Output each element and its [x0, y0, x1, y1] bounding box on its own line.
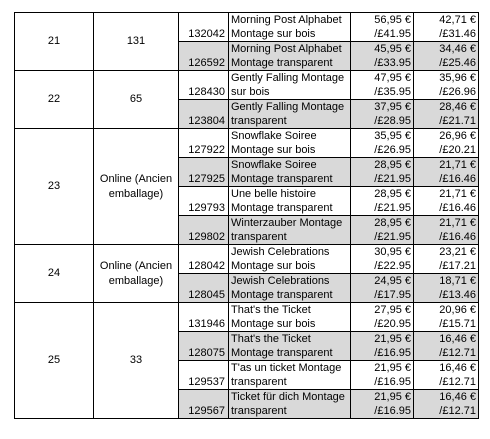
price-pound: /£20.95: [374, 318, 411, 330]
price-euro: 20,96 €: [439, 304, 476, 316]
discount-price-cell: [414, 129, 479, 158]
price-euro: 34,46 €: [439, 43, 476, 55]
price-cell: [351, 13, 414, 42]
price-euro: 16,46 €: [439, 333, 476, 345]
product-name-cell: That's the Ticket Montage transparent: [229, 332, 351, 361]
price-pound: /£17.21: [439, 260, 476, 272]
price-pound: /£25.46: [439, 57, 476, 69]
discount-price-cell: [414, 100, 479, 129]
product-name-cell: Morning Post Alphabet Montage transparent: [229, 42, 351, 71]
price-euro: 37,95 €: [374, 101, 411, 113]
price-cell: [351, 100, 414, 129]
product-name-cell: Snowflake Soiree Montage transparent: [229, 158, 351, 187]
group-number-cell: 25: [15, 303, 94, 419]
price-euro: 28,95 €: [374, 217, 411, 229]
price-pound: /£26.95: [374, 144, 411, 156]
price-pound: /£15.71: [439, 318, 476, 330]
product-id-cell: 129802: [179, 216, 229, 245]
price-cell: [351, 361, 414, 390]
price-euro: 21,95 €: [374, 391, 411, 403]
price-pound: /£16.46: [439, 231, 476, 243]
product-id-cell: 128430: [179, 71, 229, 100]
group-number-cell: 23: [15, 129, 94, 245]
price-euro: 28,95 €: [374, 188, 411, 200]
price-cell: [351, 216, 414, 245]
price-cell: [351, 187, 414, 216]
price-euro: 16,46 €: [439, 391, 476, 403]
product-id-cell: 129793: [179, 187, 229, 216]
product-id-cell: 123804: [179, 100, 229, 129]
price-euro: 45,95 €: [374, 43, 411, 55]
group-number-cell: 21: [15, 13, 94, 71]
product-id-cell: 128075: [179, 332, 229, 361]
price-cell: [351, 42, 414, 71]
price-pound: /£16.46: [439, 173, 476, 185]
product-id-cell: 129537: [179, 361, 229, 390]
price-pound: /£17.95: [374, 289, 411, 301]
price-pound: /£31.46: [439, 28, 476, 40]
discount-price-cell: [414, 13, 479, 42]
table-row: [15, 129, 479, 158]
group-number-cell: 24: [15, 245, 94, 303]
table-row: [15, 71, 479, 100]
price-cell: [351, 274, 414, 303]
discount-price-cell: [414, 332, 479, 361]
product-id-cell: 127925: [179, 158, 229, 187]
product-id-cell: 129567: [179, 390, 229, 419]
price-euro: 21,71 €: [439, 159, 476, 171]
price-euro: 42,71 €: [439, 14, 476, 26]
price-cell: [351, 71, 414, 100]
product-name-cell: Gently Falling Montage transparent: [229, 100, 351, 129]
price-pound: /£16.95: [374, 405, 411, 417]
price-pound: /£12.71: [439, 347, 476, 359]
price-euro: 18,71 €: [439, 275, 476, 287]
product-table: [14, 12, 479, 419]
price-euro: 21,71 €: [439, 217, 476, 229]
price-pound: /£20.21: [439, 144, 476, 156]
discount-price-cell: [414, 245, 479, 274]
discount-price-cell: [414, 42, 479, 71]
product-id-cell: 132042: [179, 13, 229, 42]
table-row: [15, 245, 479, 274]
price-euro: 23,21 €: [439, 246, 476, 258]
discount-price-cell: [414, 361, 479, 390]
product-table-body: [15, 13, 479, 419]
product-table-container: [14, 12, 479, 419]
discount-price-cell: [414, 71, 479, 100]
price-pound: /£12.71: [439, 405, 476, 417]
discount-price-cell: [414, 158, 479, 187]
price-euro: 16,46 €: [439, 362, 476, 374]
price-pound: /£41.95: [374, 28, 411, 40]
product-id-cell: 127922: [179, 129, 229, 158]
price-pound: /£28.95: [374, 115, 411, 127]
price-pound: /£22.95: [374, 260, 411, 272]
price-euro: 24,95 €: [374, 275, 411, 287]
price-pound: /£16.95: [374, 376, 411, 388]
group-quantity-cell: 33: [94, 303, 179, 419]
discount-price-cell: [414, 390, 479, 419]
price-pound: /£13.46: [439, 289, 476, 301]
price-euro: 47,95 €: [374, 72, 411, 84]
price-euro: 26,96 €: [439, 130, 476, 142]
price-pound: /£16.95: [374, 347, 411, 359]
price-pound: /£26.96: [439, 86, 476, 98]
product-name-cell: Jewish Celebrations Montage transparent: [229, 274, 351, 303]
discount-price-cell: [414, 187, 479, 216]
group-quantity-cell: 131: [94, 13, 179, 71]
price-euro: 28,95 €: [374, 159, 411, 171]
group-quantity-cell: 65: [94, 71, 179, 129]
product-name-cell: Winterzauber Montage transparent: [229, 216, 351, 245]
discount-price-cell: [414, 216, 479, 245]
product-id-cell: 128042: [179, 245, 229, 274]
discount-price-cell: [414, 303, 479, 332]
price-pound: /£21.71: [439, 115, 476, 127]
price-euro: 56,95 €: [374, 14, 411, 26]
product-name-cell: That's the Ticket Montage sur bois: [229, 303, 351, 332]
price-pound: /£35.95: [374, 86, 411, 98]
price-euro: 21,71 €: [439, 188, 476, 200]
price-pound: /£21.95: [374, 202, 411, 214]
price-euro: 21,95 €: [374, 333, 411, 345]
product-name-cell: Snowflake Soiree Montage sur bois: [229, 129, 351, 158]
price-cell: [351, 303, 414, 332]
price-cell: [351, 390, 414, 419]
discount-price-cell: [414, 274, 479, 303]
table-row: [15, 303, 479, 332]
table-row: [15, 13, 479, 42]
price-cell: [351, 129, 414, 158]
price-cell: [351, 158, 414, 187]
price-euro: 28,46 €: [439, 101, 476, 113]
price-pound: /£33.95: [374, 57, 411, 69]
group-number-cell: 22: [15, 71, 94, 129]
price-euro: 35,96 €: [439, 72, 476, 84]
group-quantity-cell: Online (Ancien emballage): [94, 245, 179, 303]
product-name-cell: Une belle histoire Montage transparent: [229, 187, 351, 216]
price-cell: [351, 245, 414, 274]
product-name-cell: T'as un ticket Montage transparent: [229, 361, 351, 390]
price-euro: 30,95 €: [374, 246, 411, 258]
price-euro: 35,95 €: [374, 130, 411, 142]
price-pound: /£21.95: [374, 173, 411, 185]
price-euro: 21,95 €: [374, 362, 411, 374]
product-id-cell: 131946: [179, 303, 229, 332]
product-name-cell: Morning Post Alphabet Montage sur bois: [229, 13, 351, 42]
price-pound: /£21.95: [374, 231, 411, 243]
product-name-cell: Gently Falling Montage sur bois: [229, 71, 351, 100]
price-pound: /£16.46: [439, 202, 476, 214]
product-id-cell: 126592: [179, 42, 229, 71]
price-euro: 27,95 €: [374, 304, 411, 316]
product-name-cell: Ticket für dich Montage transparent: [229, 390, 351, 419]
price-pound: /£12.71: [439, 376, 476, 388]
group-quantity-cell: Online (Ancien emballage): [94, 129, 179, 245]
price-cell: [351, 332, 414, 361]
product-name-cell: Jewish Celebrations Montage sur bois: [229, 245, 351, 274]
product-id-cell: 128045: [179, 274, 229, 303]
